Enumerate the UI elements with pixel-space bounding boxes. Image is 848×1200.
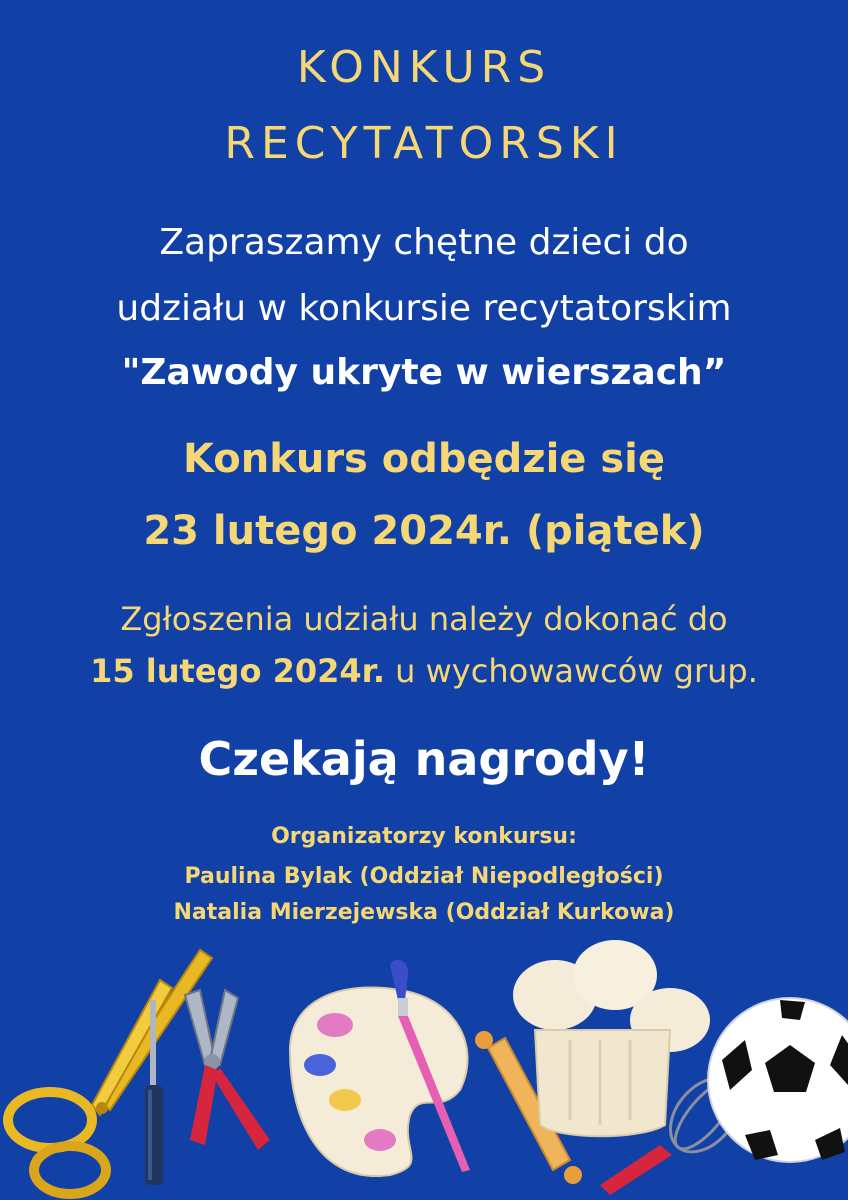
event-date: 23 lutego 2024r. (piątek) bbox=[143, 508, 705, 554]
registration-line-1: Zgłoszenia udziału należy dokonać do bbox=[120, 600, 728, 638]
prizes-heading: Czekają nagrody! bbox=[198, 732, 650, 786]
registration-line-2 bbox=[0, 652, 848, 690]
title-line-1: KONKURS bbox=[296, 42, 552, 93]
invitation-line-2: udziału w konkursie recytatorskim bbox=[116, 288, 732, 329]
title-line-2: RECYTATORSKI bbox=[224, 118, 624, 169]
event-line-1: Konkurs odbędzie się bbox=[183, 436, 665, 482]
contest-name: "Zawody ukryte w wierszach” bbox=[121, 352, 727, 393]
registration-rest: u wychowawców grup. bbox=[385, 652, 758, 690]
organizer-1: Paulina Bylak (Oddział Niepodległości) bbox=[184, 864, 664, 889]
soccer-ball-icon bbox=[708, 998, 848, 1162]
scissors-icon bbox=[8, 950, 212, 1194]
pliers-icon bbox=[185, 990, 270, 1150]
professions-illustration bbox=[0, 940, 848, 1200]
palette-icon bbox=[290, 988, 468, 1177]
invitation-line-1: Zapraszamy chętne dzieci do bbox=[159, 222, 689, 263]
registration-deadline: 15 lutego 2024r. bbox=[90, 652, 385, 690]
chef-hat-icon bbox=[513, 940, 710, 1136]
organizer-2: Natalia Mierzejewska (Oddział Kurkowa) bbox=[173, 900, 675, 925]
organizers-heading: Organizatorzy konkursu: bbox=[271, 824, 577, 849]
